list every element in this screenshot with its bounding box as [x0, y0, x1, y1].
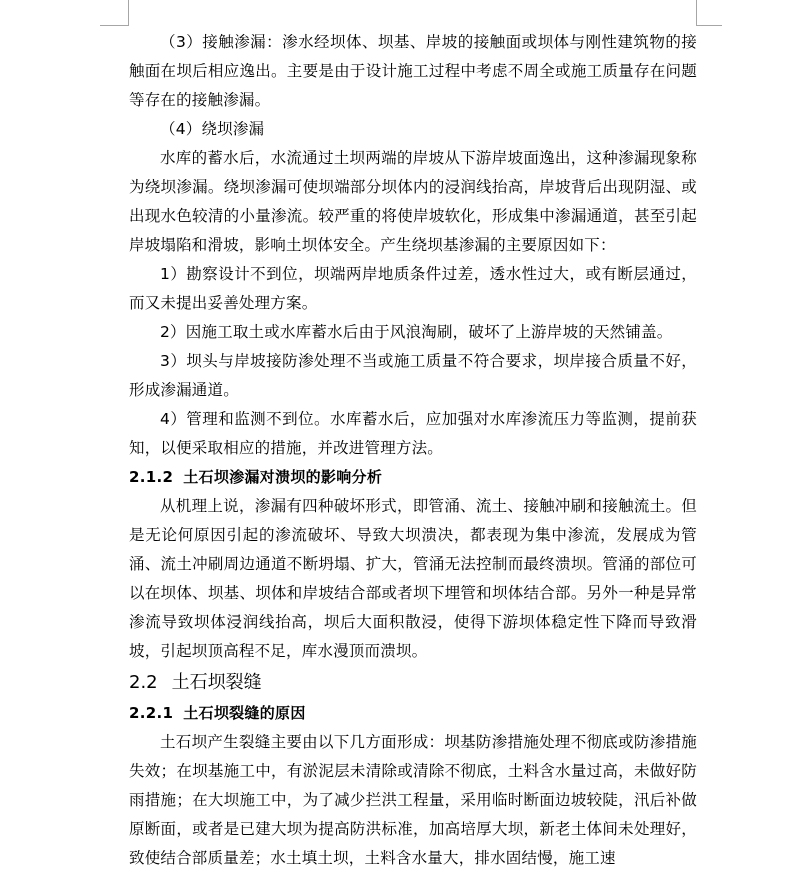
section-heading-2-1-2 — [129, 463, 697, 492]
list-item-cause-3: 3）坝头与岸坡接防渗处理不当或施工质量不符合要求，坝岸接合质量不好，形成渗漏通道。 — [129, 352, 697, 399]
section-number: 2.2 — [129, 672, 158, 693]
list-item-cause-4: 4）管理和监测不到位。水库蓄水后，应加强对水库渗流压力等监测，提前获知，以便采取相应的措施，并改进管理方法。 — [129, 410, 697, 457]
section-heading-2-2-1 — [129, 699, 697, 728]
crop-mark-right-vertical — [696, 0, 697, 26]
subheading-dam-bypass-seepage: （4）绕坝渗漏 — [160, 120, 265, 138]
section-number: 2.1.2 — [129, 468, 174, 486]
crop-mark-left-vertical — [128, 0, 129, 26]
paragraph-bypass-seepage-description: 水库的蓄水后，水流通过土坝两端的岸坡从下游岸坡面逸出，这种渗漏现象称为绕坝渗漏。绕坝渗漏可使坝端部分坝体内的浸润线抬高，岸坡背后出现阴湿、或出现水色较清的小量渗流。较严重的将使岸坡软化，形成集中渗漏通道，甚至引起岸坡塌陷和滑坡，影响土坝体安全。产生绕坝基渗漏的主要原因如下： — [129, 149, 697, 254]
list-item-cause-2: 2）因施工取土或水库蓄水后由于风浪淘刷，破坏了上游岸坡的天然铺盖。 — [160, 323, 673, 341]
paragraph-failure-mechanism: 从机理上说，渗漏有四种破坏形式，即管涌、流土、接触冲刷和接触流土。但是无论何原因引起的渗流破坏、导致大坝溃决，都表现为集中渗流，发展成为管涌、流土冲刷周边通道不断坍塌、扩大，管涌无法控制而最终溃坝。管涌的部位可以在坝体、坝基、坝体和岸坡结合部或者坝下埋管和坝体结合部。另外一种是异常渗流导致坝体浸润线抬高，坝后大面积散浸，使得下游坝体稳定性下降而导致滑坡，引起坝顶高程不足，库水漫顶而溃坝。 — [129, 497, 697, 660]
section-title: 土石坝裂缝 — [171, 672, 262, 693]
crop-mark-right-horizontal — [697, 25, 722, 26]
section-heading-2-2 — [129, 666, 697, 699]
list-item-cause-1: 1）勘察设计不到位，坝端两岸地质条件过差，透水性过大，或有断层通过，而又未提出妥善处理方案。 — [129, 265, 697, 312]
paragraph-crack-causes: 土石坝产生裂缝主要由以下几方面形成：坝基防渗措施处理不彻底或防渗措施失效；在坝基施工中，有淤泥层未清除或清除不彻底，土料含水量过高，未做好防雨措施；在大坝施工中，为了减少拦洪工程量，采用临时断面边坡较陡，汛后补做原断面，或者是已建大坝为提高防洪标准，加高培厚大坝，新老土体间未处理好，致使结合部质量差；水土填土坝，土料含水量大，排水固结慢，施工速 — [129, 733, 697, 867]
crop-mark-left-horizontal — [100, 25, 128, 26]
paragraph-contact-seepage: （3）接触渗漏：渗水经坝体、坝基、岸坡的接触面或坝体与刚性建筑物的接触面在坝后相应逸出。主要是由于设计施工过程中考虑不周全或施工质量存在问题等存在的接触渗漏。 — [129, 33, 697, 109]
section-title: 土石坝渗漏对溃坝的影响分析 — [183, 468, 383, 486]
document-page — [129, 28, 697, 873]
section-title: 土石坝裂缝的原因 — [183, 704, 306, 722]
section-number: 2.2.1 — [129, 704, 174, 722]
